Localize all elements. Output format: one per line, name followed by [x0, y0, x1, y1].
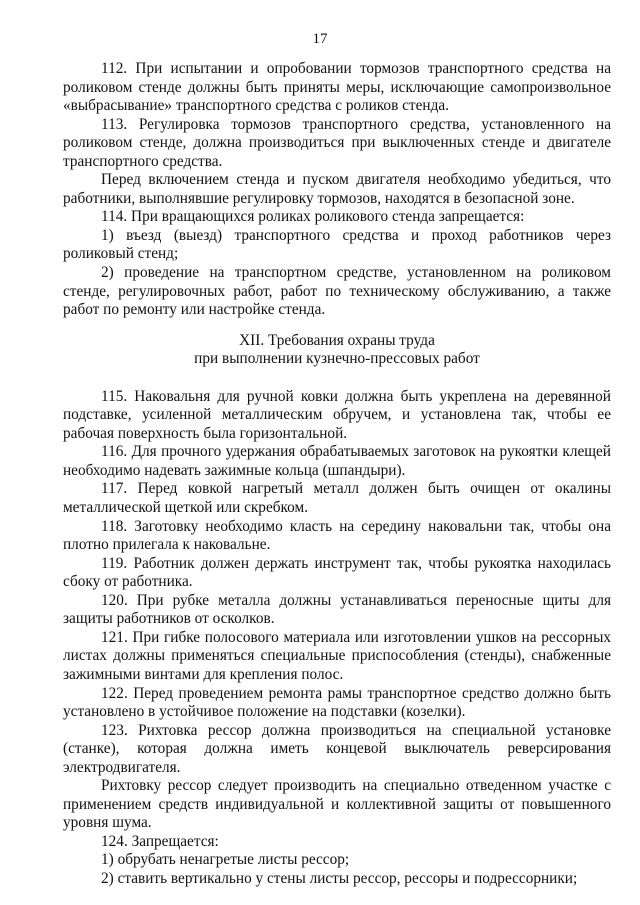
paragraph-112: 112. При испытании и опробовании тормозов транспортного средства на роликовом стенде должны быть приняты меры, исключающие самопроизвольное «выбрасывание» транспортного средства с роликов стенда.	[63, 60, 611, 115]
paragraph-115: 115. Наковальня для ручной ковки должна быть укреплена на деревянной подставке, усиленной металлическим обручем, и установлена так, чтобы ее рабочая поверхность была горизонтальной.	[63, 387, 611, 442]
paragraph-124: 124. Запрещается:	[101, 832, 219, 850]
paragraph-113-note: Перед включением стенда и пуском двигателя необходимо убедиться, что работники, выполнявшие регулировку тормозов, находятся в безопасной зоне.	[63, 171, 611, 207]
paragraph-121: 121. При гибке полосового материала или изготовлении ушков на рессорных листах должны применяться специальные приспособления (стенды), снабженные зажимными винтами для крепления полос.	[63, 628, 611, 683]
paragraph-118: 118. Заготовку необходимо класть на середину наковальни так, чтобы она плотно прилегала к наковальне.	[63, 517, 611, 554]
section-title-line-2: при выполнении кузнечно-прессовых работ	[194, 350, 480, 368]
paragraph-114-item-1: 1) въезд (выезд) транспортного средства и проход работников через роликовый стенд;	[63, 226, 611, 263]
section-title-line-1: XII. Требования охраны труда	[239, 331, 435, 349]
paragraph-123: 123. Рихтовка рессор должна производиться на специальной установке (станке), которая должна иметь концевой выключатель реверсирования электродвигателя.	[63, 721, 611, 776]
paragraph-113: 113. Регулировка тормозов транспортного средства, установленного на роликовом стенде, должна производиться при выключенных стенде и двигателе транспортного средства.	[63, 115, 611, 170]
paragraph-119: 119. Работник должен держать инструмент так, чтобы рукоятка находилась сбоку от работника.	[63, 554, 611, 591]
paragraph-117: 117. Перед ковкой нагретый металл должен быть очищен от окалины металлической щеткой или скребком.	[63, 480, 611, 517]
document-body	[63, 60, 611, 889]
paragraph-116: 116. Для прочного удержания обрабатываемых заготовок на рукоятки клещей необходимо надевать зажимные кольца (шпандыри).	[63, 443, 611, 479]
paragraph-120: 120. При рубке металла должны устанавливаться переносные щиты для защиты работников от осколков.	[63, 591, 611, 628]
paragraph-122: 122. Перед проведением ремонта рамы транспортное средство должно быть установлено в устойчивое положение на подставки (козелки).	[63, 684, 611, 721]
paragraph-124-item-1: 1) обрубать ненагретые листы рессор;	[101, 851, 350, 869]
paragraph-123-note: Рихтовку рессор следует производить на специально отведенном участке с применением средств индивидуальной и коллективной защиты от повышенного уровня шума.	[63, 777, 611, 832]
paragraph-114: 114. При вращающихся роликах роликового стенда запрещается:	[101, 208, 525, 226]
page-number: 17	[312, 31, 328, 47]
paragraph-124-item-2: 2) ставить вертикально у стены листы рессор, рессоры и подрессорники;	[101, 869, 578, 887]
section-heading	[63, 332, 611, 369]
paragraph-114-item-2: 2) проведение на транспортном средстве, установленном на роликовом стенде, регулировочных работ, работ по техническому обслуживанию, а также работ по ремонту или настройке стенда.	[63, 264, 611, 319]
